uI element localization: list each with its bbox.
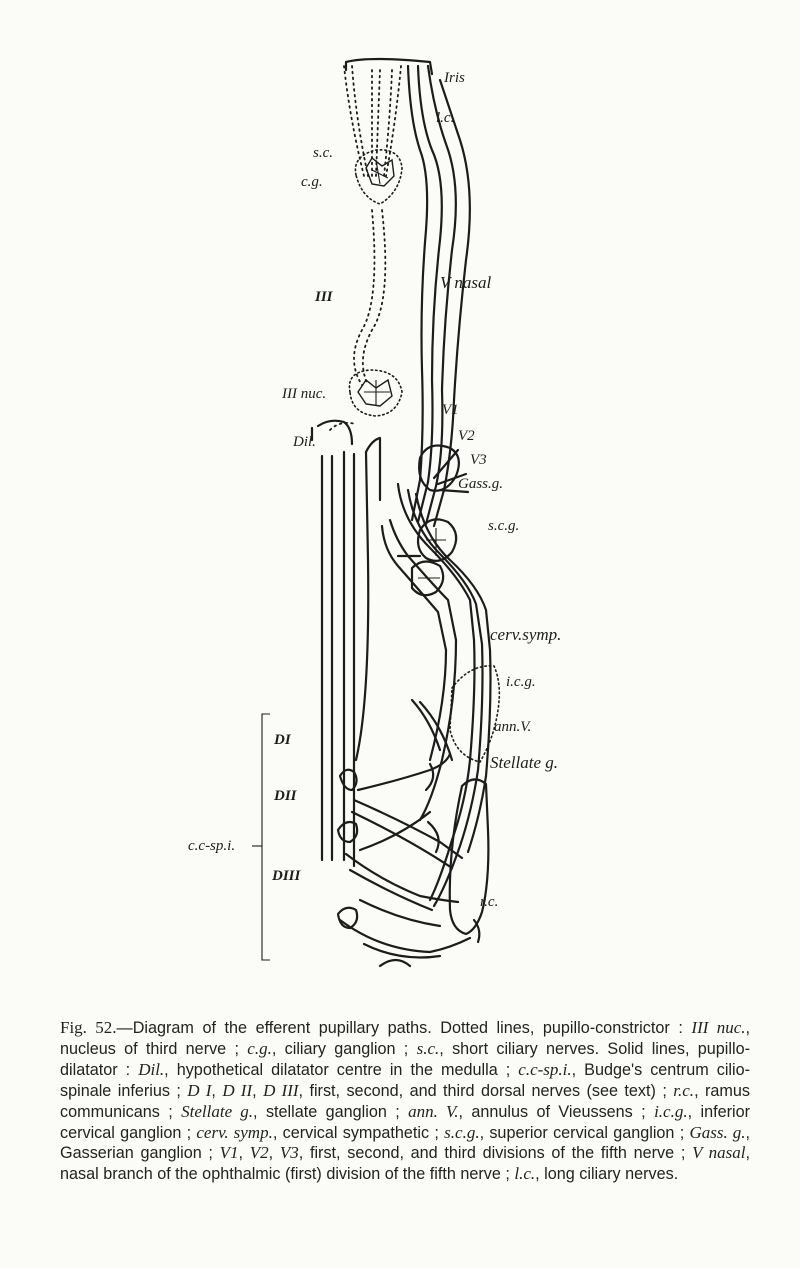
label-cerv-symp: cerv.symp. <box>490 625 562 644</box>
caption-text: , Budge's centrum cilio-spinale inferius ; <box>60 1060 750 1100</box>
label-diii: DIII <box>272 868 301 884</box>
label-ccspi: c.c-sp.i. <box>188 838 236 854</box>
label-stellate: Stellate g. <box>490 753 558 772</box>
label-v3: V3 <box>470 452 487 468</box>
figure-caption <box>60 1018 750 1185</box>
caption-term: V2 <box>249 1143 269 1163</box>
caption-text: , superior cervical ganglion ; <box>479 1123 690 1142</box>
caption-text: , hypothetical dilatator centre in the medulla ; <box>164 1060 519 1079</box>
long-ciliary-path <box>408 66 470 526</box>
caption-text: , first, second, and third dorsal nerves (see text) ; <box>298 1081 674 1100</box>
caption-text: , <box>252 1081 264 1100</box>
caption-text: , nucleus of third nerve ; <box>60 1019 751 1058</box>
label-icg: i.c.g. <box>506 674 536 690</box>
label-iris: Iris <box>444 70 465 86</box>
label-ann-v: ann.V. <box>494 719 532 735</box>
caption-term: V nasal <box>692 1143 746 1163</box>
caption-term: D II <box>222 1080 253 1100</box>
label-dil: Dil. <box>293 434 316 450</box>
label-iii-nuc: III nuc. <box>282 386 327 402</box>
caption-text: , short ciliary nerves. Solid lines, pupillo-dilatator : <box>60 1039 750 1079</box>
label-dii: DII <box>274 788 297 804</box>
label-lc-top: l.c. <box>436 110 455 126</box>
caption-text: , <box>268 1144 280 1163</box>
caption-term: i.c.g. <box>654 1101 688 1121</box>
label-sc: s.c. <box>313 145 333 161</box>
label-rc: r.c. <box>480 894 499 910</box>
label-iii: III <box>315 289 333 305</box>
caption-text: —Diagram of the efferent pupillary paths. Dotted lines, pupillo-constrictor : <box>116 1019 692 1037</box>
ciliary-ganglion <box>355 150 402 204</box>
label-gass: Gass.g. <box>458 476 504 492</box>
dorsal-bracket <box>262 714 270 960</box>
caption-term: III nuc. <box>691 1018 746 1037</box>
caption-term: r.c. <box>673 1080 695 1100</box>
caption-term: D III <box>263 1080 299 1100</box>
label-di: DI <box>274 732 291 748</box>
caption-text: , Gasserian ganglion ; <box>60 1123 750 1163</box>
dorsal-nerve-branches <box>340 754 479 958</box>
caption-term: ann. V. <box>408 1101 459 1121</box>
caption-text: , inferior cervical ganglion ; <box>60 1102 750 1142</box>
caption-term: c.g. <box>247 1038 272 1058</box>
caption-fig-label: Fig. 52. <box>60 1018 117 1037</box>
caption-text: , <box>238 1144 250 1163</box>
caption-text: , long ciliary nerves. <box>535 1165 679 1184</box>
caption-term: l.c. <box>514 1164 536 1184</box>
caption-text: , ciliary ganglion ; <box>271 1039 417 1058</box>
caption-term: V1 <box>219 1143 239 1163</box>
caption-text: , stellate ganglion ; <box>253 1102 409 1121</box>
label-cg: c.g. <box>301 174 323 190</box>
dilatator-central-path <box>312 421 380 866</box>
caption-text: , <box>211 1081 223 1100</box>
caption-term: Gass. g. <box>689 1122 746 1142</box>
label-vnasal: V nasal <box>440 273 492 292</box>
caption-term: s.c. <box>416 1038 440 1058</box>
ramus-communicans <box>380 960 410 966</box>
caption-term: V3 <box>279 1143 299 1163</box>
caption-term: Dil. <box>138 1059 165 1079</box>
caption-text: , annulus of Vieussens ; <box>458 1102 655 1121</box>
caption-body <box>60 1019 750 1183</box>
caption-term: cerv. symp. <box>196 1122 273 1142</box>
caption-term: c.c-sp.i. <box>518 1059 572 1079</box>
caption-term: s.c.g. <box>444 1122 480 1142</box>
label-v2: V2 <box>458 428 475 444</box>
caption-text: , cervical sympathetic ; <box>272 1123 445 1142</box>
caption-text: , first, second, and third divisions of the fifth nerve ; <box>298 1144 693 1163</box>
caption-text: , nasal branch of the ophthalmic (first) division of the fifth nerve ; <box>60 1144 750 1184</box>
caption-term: Stellate g. <box>181 1101 254 1121</box>
constrictor-path <box>344 66 401 385</box>
caption-term: D I <box>187 1080 212 1100</box>
caption-text: , ramus communicans ; <box>60 1081 750 1121</box>
label-scg: s.c.g. <box>488 518 520 534</box>
label-v1: V1 <box>442 402 459 418</box>
